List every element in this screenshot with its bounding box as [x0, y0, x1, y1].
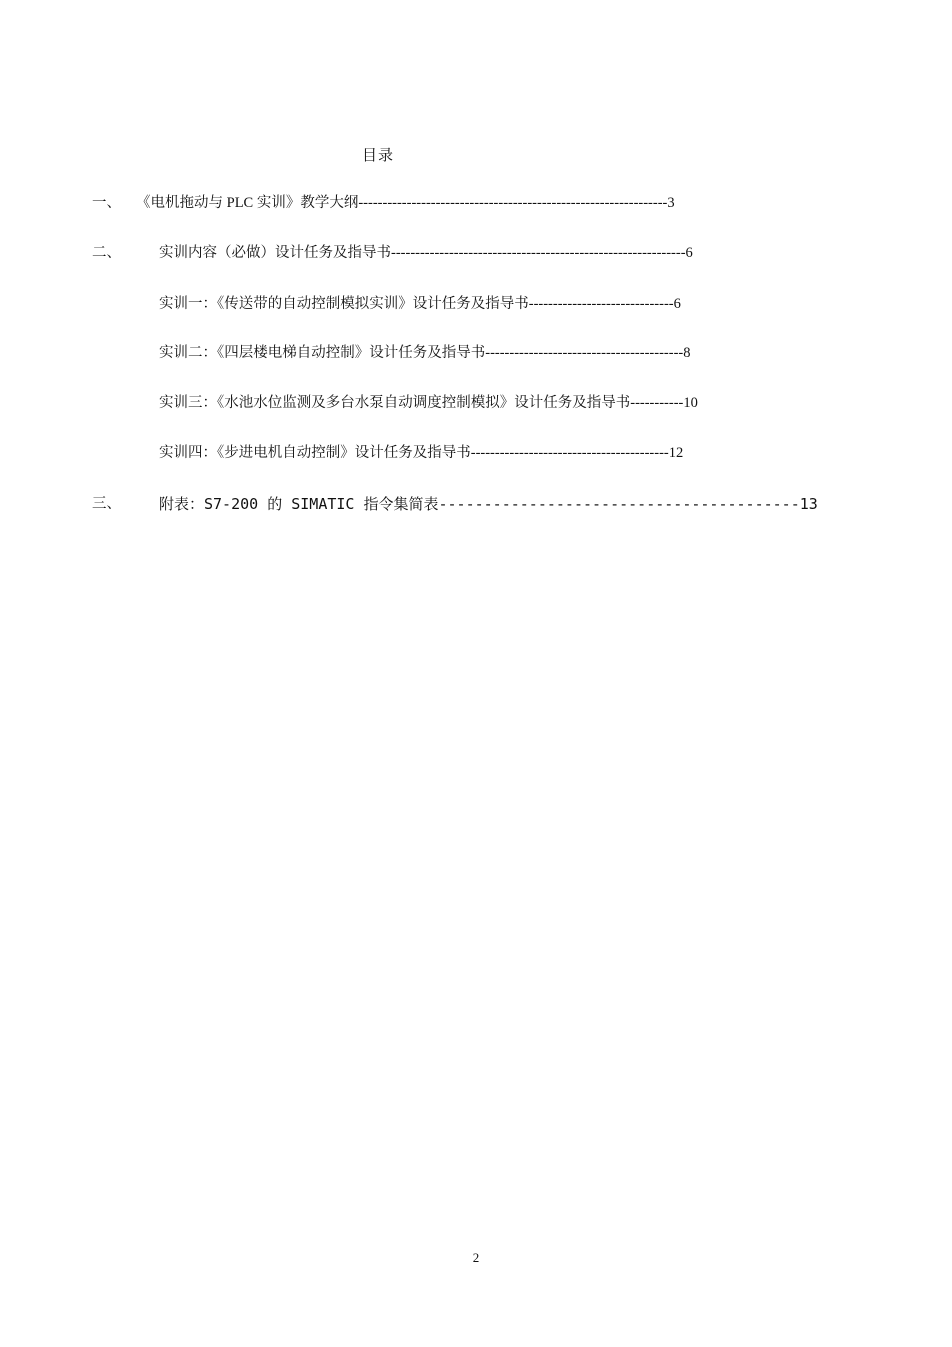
toc-entry-text: 实训内容（必做）设计任务及指导书-------------------------------------------------------------6 — [159, 245, 693, 261]
toc-entry-number: 三、 — [92, 496, 121, 512]
page-number: 2 — [472, 1250, 480, 1265]
toc-entry-text: 实训一：《传送带的自动控制模拟实训》设计任务及指导书------------------------------6 — [159, 296, 681, 312]
toc-entry-text: 实训二：《四层楼电梯自动控制》设计任务及指导书-----------------------------------------8 — [159, 345, 691, 361]
toc-entry-number: 二、 — [92, 245, 121, 261]
toc-title: 目录 — [361, 148, 394, 164]
toc-entry-number: 一、 — [92, 195, 121, 211]
toc-entry-text: 《电机拖动与 PLC 实训》教学大纲----------------------------------------------------------------3 — [136, 195, 675, 211]
toc-entry-text: 附表：S7-200 的 SIMATIC 指令集简表----------------------------------------13 — [159, 495, 818, 513]
toc-entry-text: 实训三：《水池水位监测及多台水泵自动调度控制模拟》设计任务及指导书-----------10 — [159, 395, 698, 411]
toc-entry-text: 实训四：《步进电机自动控制》设计任务及指导书-----------------------------------------12 — [159, 445, 684, 461]
